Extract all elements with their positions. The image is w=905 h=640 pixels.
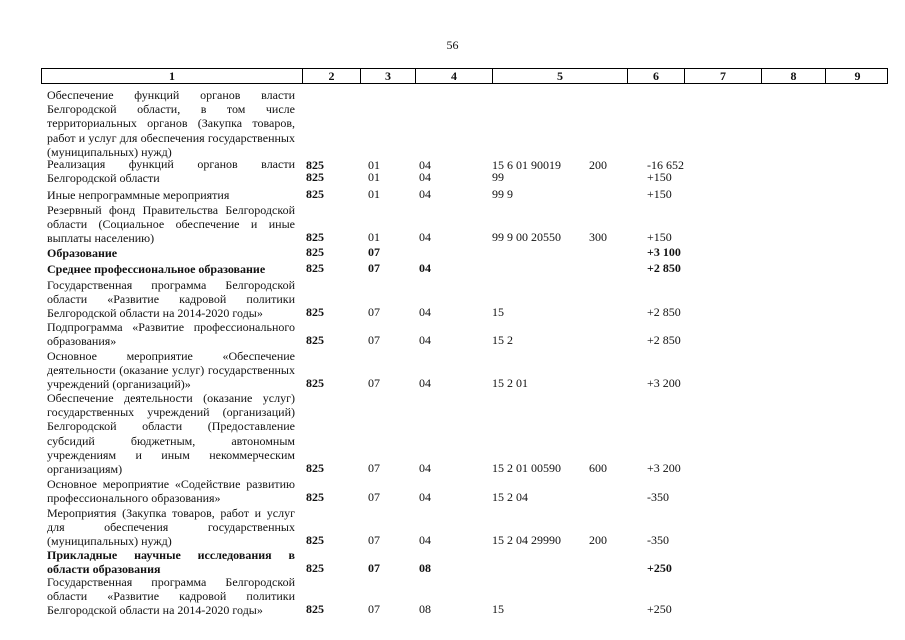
row-name: Образование [47, 246, 118, 260]
header-col-8: 8 [761, 69, 825, 83]
cell-c2: 825 [306, 305, 324, 320]
cell-c7: +250 [647, 602, 672, 617]
cell-c3: 07 [368, 333, 380, 348]
cell-c4: 04 [419, 376, 431, 391]
cell-c2: 825 [306, 187, 324, 201]
cell-c2: 825 [306, 230, 324, 245]
cell-c2: 825 [306, 490, 324, 505]
cell-c3: 07 [368, 245, 380, 259]
cell-c7: -350 [647, 490, 669, 505]
cell-c3: 07 [368, 376, 380, 391]
cell-c7: -350 [647, 533, 669, 548]
header-col-5: 5 [492, 69, 627, 83]
cell-c4: 04 [419, 490, 431, 505]
cell-c2: 825 [306, 533, 324, 548]
cell-c5: 99 9 00 20550 [492, 230, 561, 245]
header-col-4: 4 [415, 69, 492, 83]
cell-c7: +3 200 [647, 461, 681, 475]
cell-c2: 825 [306, 561, 324, 576]
cell-c5: 15 [492, 305, 504, 320]
cell-c5: 15 2 01 [492, 376, 528, 391]
row-name: Прикладные научные исследования в области образования [47, 548, 295, 577]
cell-c6: 300 [589, 230, 607, 245]
cell-c3: 07 [368, 490, 380, 505]
cell-c7: +3 100 [647, 245, 681, 259]
cell-c3: 01 [368, 230, 380, 245]
cell-c7: +150 [647, 230, 672, 245]
cell-c5: 15 2 [492, 333, 513, 348]
cell-c3: 07 [368, 561, 380, 576]
cell-c7: +2 850 [647, 261, 681, 275]
cell-c3: 01 [368, 158, 380, 172]
row-name: Основное мероприятие «Содействие развитию профессионального образования» [47, 477, 295, 506]
cell-c5: 15 6 01 90019 [492, 158, 561, 172]
row-name: Иные непрограммные мероприятия [47, 188, 230, 202]
cell-c5: 15 [492, 602, 504, 617]
cell-c7: +150 [647, 187, 672, 201]
cell-c4: 08 [419, 602, 431, 617]
header-col-1: 1 [169, 69, 175, 83]
row-name: Государственная программа Белгородской области «Развитие кадровой политики Белгородской области на 2014-2020 годы» [47, 278, 295, 321]
page-number: 56 [446, 38, 459, 52]
cell-c2: 825 [306, 245, 324, 259]
cell-c7: +2 850 [647, 305, 681, 320]
cell-c3: 01 [368, 187, 380, 201]
cell-c3: 07 [368, 261, 380, 275]
row-name: Обеспечение деятельности (оказание услуг) государственных учреждений (организаций) Белгородской области (Предоставление субсидий бюджетным, автономным учреждениям и иным некоммерческим организациям) [47, 391, 295, 477]
cell-c6: 200 [589, 158, 607, 172]
row-name: Государственная программа Белгородской области «Развитие кадровой политики Белгородской области на 2014-2020 годы» [47, 575, 295, 618]
cell-c4: 08 [419, 561, 431, 576]
cell-c7: +150 [647, 170, 672, 185]
cell-c4: 04 [419, 230, 431, 245]
cell-c5: 15 2 04 29990 [492, 533, 561, 548]
cell-c4: 04 [419, 170, 431, 185]
row-name: Среднее профессиональное образование [47, 262, 266, 276]
cell-c3: 07 [368, 305, 380, 320]
cell-c4: 04 [419, 261, 431, 275]
header-col-2: 2 [302, 69, 360, 83]
cell-c4: 04 [419, 187, 431, 201]
cell-c3: 07 [368, 533, 380, 548]
cell-c7: +250 [647, 561, 672, 576]
cell-c4: 04 [419, 158, 431, 172]
cell-c7: +3 200 [647, 376, 681, 391]
row-name: Обеспечение функций органов власти Белгородской области, в том числе территориальных органов (Закупка товаров, работ и услуг для обеспечения государственных (муниципальных) нужд) [47, 88, 295, 159]
cell-c4: 04 [419, 305, 431, 320]
row-name: Мероприятия (Закупка товаров, работ и услуг для обеспечения государственных (муниципальных) нужд) [47, 506, 295, 549]
cell-c2: 825 [306, 333, 324, 348]
cell-c3: 01 [368, 170, 380, 185]
cell-c4: 04 [419, 333, 431, 348]
cell-c5: 99 9 [492, 187, 513, 201]
cell-c5: 15 2 01 00590 [492, 461, 561, 475]
row-name: Подпрограмма «Развитие профессионального образования» [47, 320, 295, 349]
cell-c6: 600 [589, 461, 607, 475]
header-col-7: 7 [684, 69, 761, 83]
cell-c6: 200 [589, 533, 607, 548]
cell-c2: 825 [306, 158, 324, 172]
row-name: Реализация функций органов власти Белгородской области [47, 157, 295, 186]
header-col-6: 6 [627, 69, 684, 83]
row-name: Резервный фонд Правительства Белгородской области (Социальное обеспечение и иные выплаты населению) [47, 203, 295, 246]
cell-c3: 07 [368, 602, 380, 617]
row-name: Основное мероприятие «Обеспечение деятельности (оказание услуг) государственных учреждений (организаций)» [47, 349, 295, 392]
cell-c4: 04 [419, 533, 431, 548]
cell-c7: +2 850 [647, 333, 681, 348]
cell-c2: 825 [306, 261, 324, 275]
cell-c3: 07 [368, 461, 380, 475]
cell-c5: 15 2 04 [492, 490, 528, 505]
cell-c2: 825 [306, 170, 324, 185]
cell-c4: 04 [419, 461, 431, 475]
cell-c5: 99 [492, 170, 504, 185]
table-header [41, 68, 888, 84]
header-col-3: 3 [360, 69, 415, 83]
cell-c2: 825 [306, 461, 324, 475]
cell-c2: 825 [306, 602, 324, 617]
cell-c7: -16 652 [647, 158, 684, 172]
header-col-9: 9 [825, 69, 889, 83]
cell-c2: 825 [306, 376, 324, 391]
